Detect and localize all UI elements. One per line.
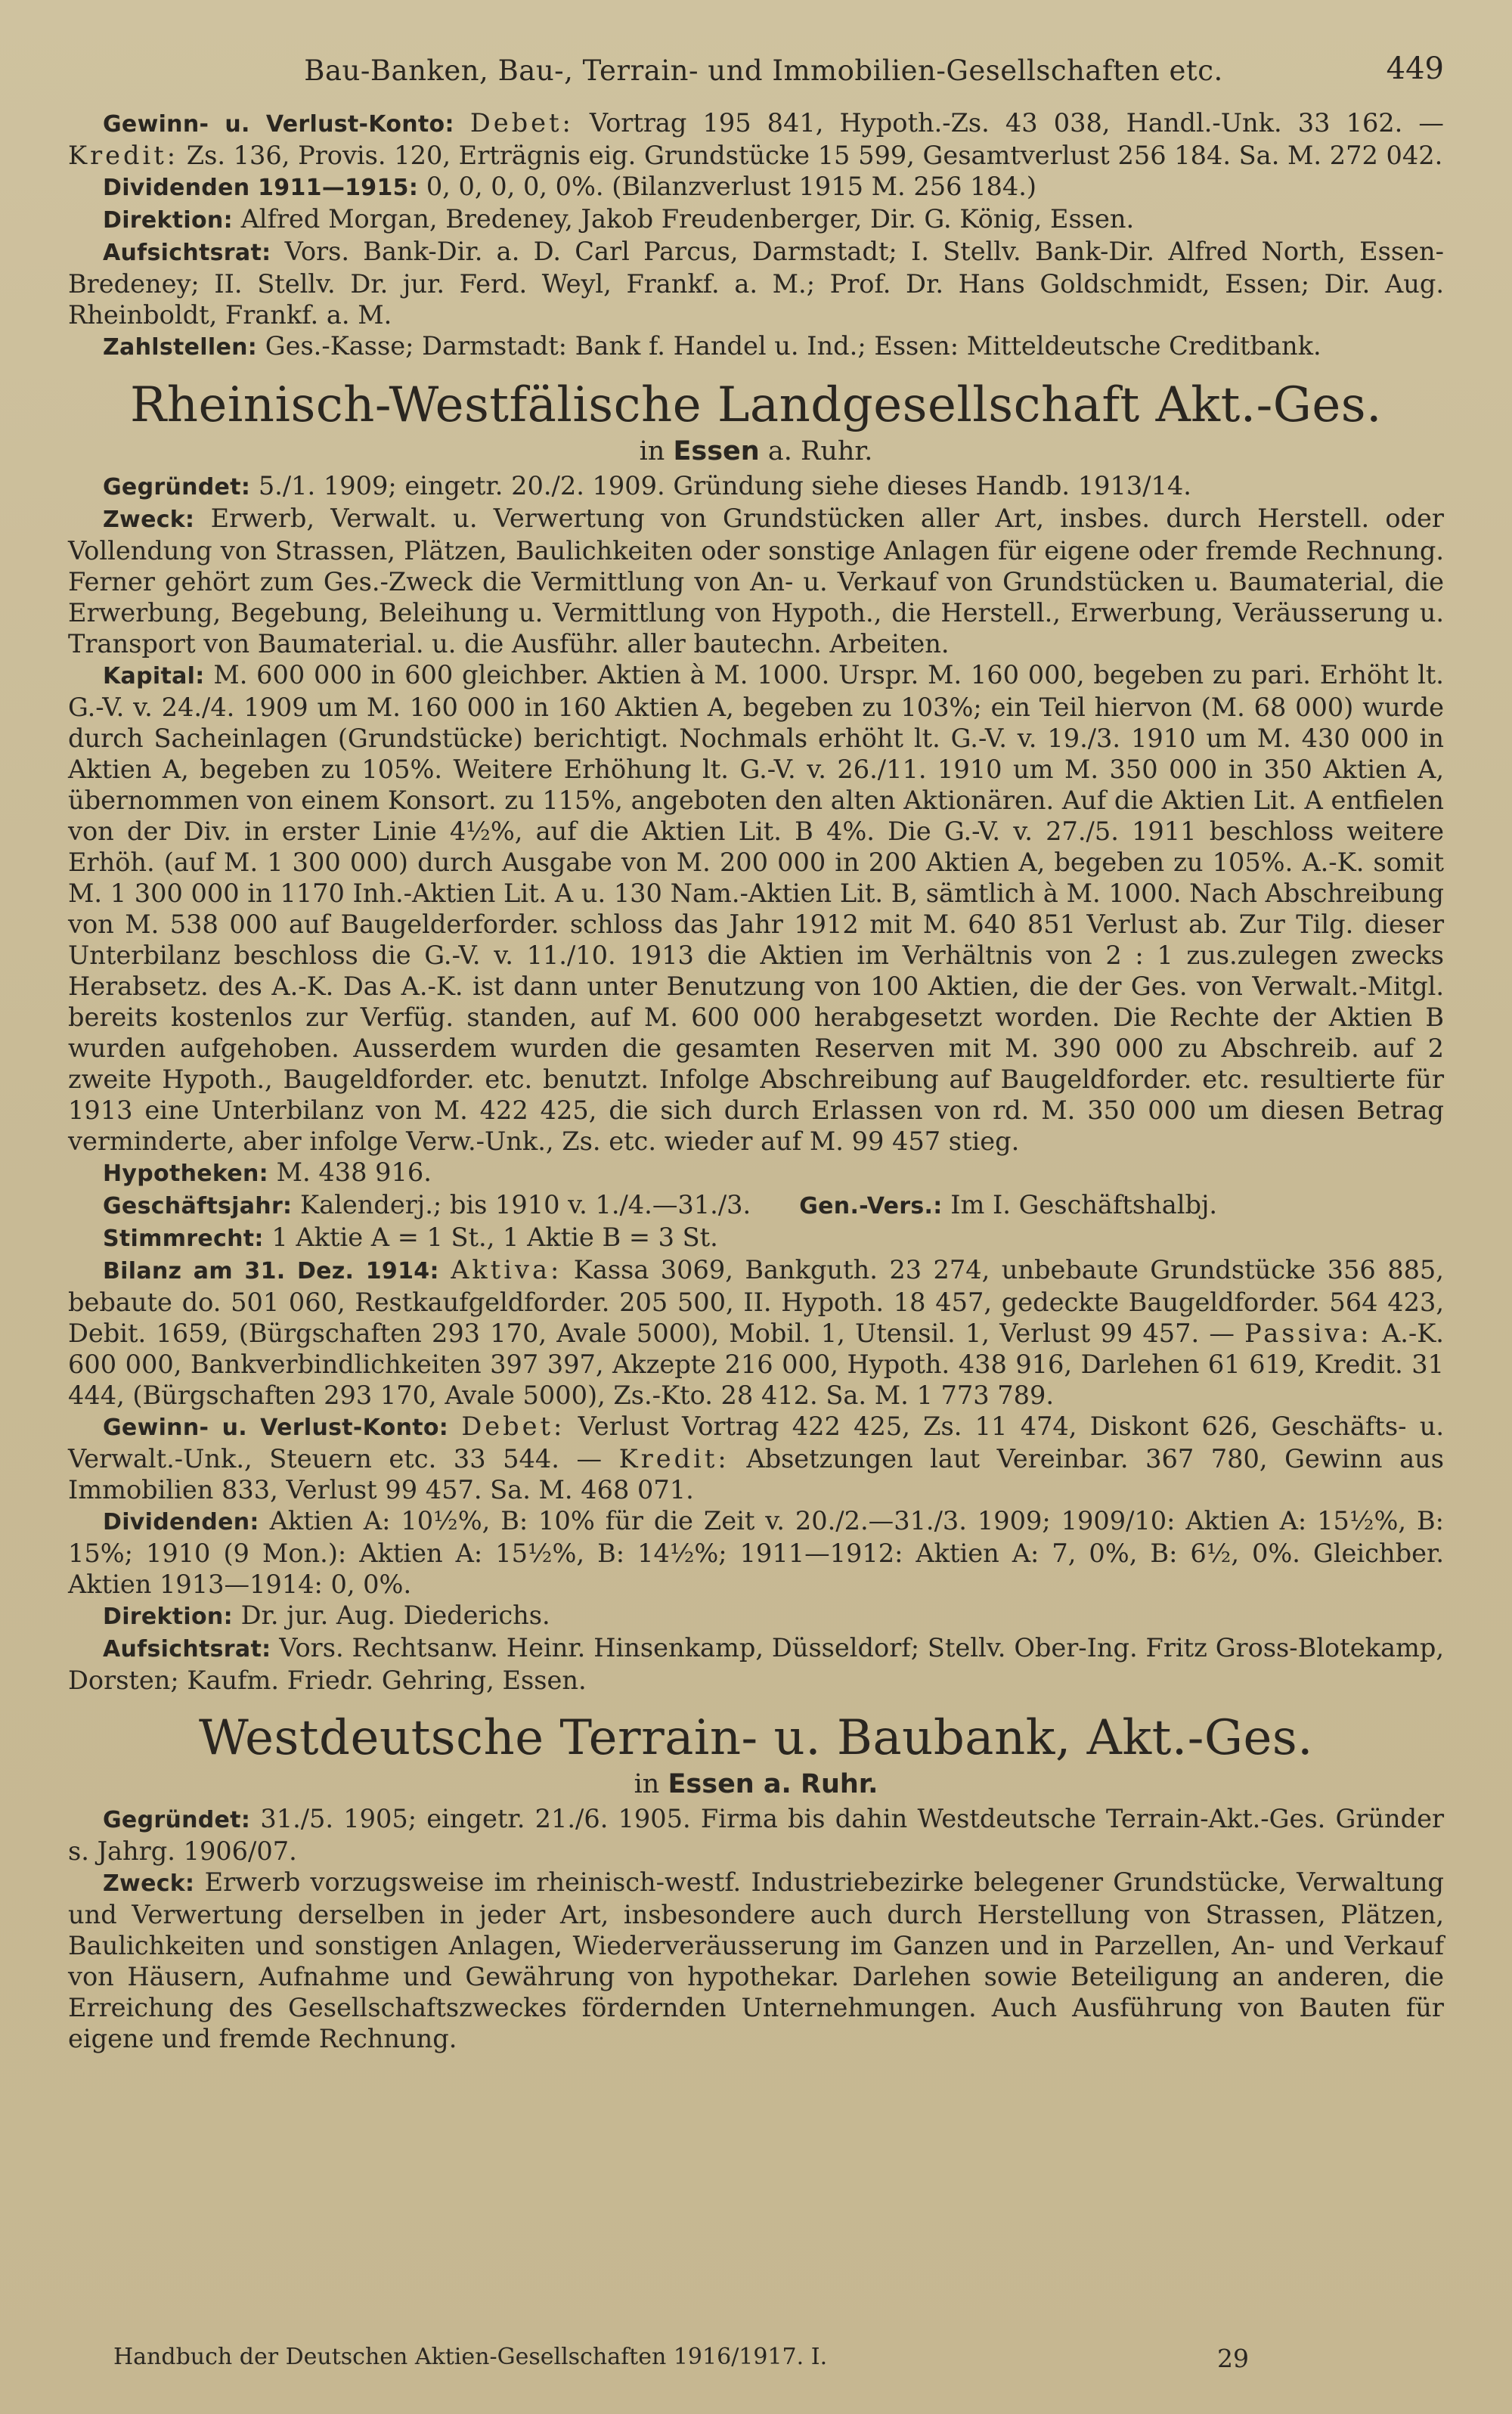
prev-supervisory-board: [68, 236, 1444, 330]
dividends: [68, 1505, 1444, 1600]
entry-label: Dividenden 1911—1915:: [103, 175, 419, 201]
entry-label: Dividenden:: [103, 1509, 259, 1535]
entry-text: M. 600 000 in 600 gleichber. Aktien à M. 1000. Urspr. M. 160 000, begeben zu pari. Erhöht lt. G.-V. v. 24./4. 1909 um M. 160 000 in 160 Aktien A, begeben zu 103%; ein Teil hiervon (M. 68 000) wurde durch Sacheinlagen (Grundstücke) berichtigt. Nochmals erhöht lt. G.-V. v. 19./3. 1910 um M. 430 000 in Aktien A, begeben zu 105%. Weitere Erhöhung lt. G.-V. v. 26./11. 1910 um M. 350 000 in 350 Aktien A, übernommen von einem Konsort. zu 115%, angeboten den alten Aktionären. Auf die Aktien Lit. A entfielen von der Div. in erster Linie 4½%, auf die Aktien Lit. B 4%. Die G.-V. v. 27./5. 1911 beschloss weitere Erhöh. (auf M. 1 300 000) durch Ausgabe von M. 200 000 in 200 Aktien A, begeben zu 105%. A.-K. somit M. 1 300 000 in 1170 Inh.-Aktien Lit. A u. 130 Nam.-Aktien Lit. B, sämtlich à M. 1000. Nach Abschreibung von M. 538 000 auf Baugelderforder. schloss das Jahr 1912 mit M. 640 851 Verlust ab. Zur Tilg. dieser Unterbilanz beschloss die G.-V. v. 11./10. 1913 die Aktien im Verhältnis von 2 : 1 zus.zulegen zwecks Herabsetz. des A.-K. Das A.-K. ist dann unter Benutzung von 100 Aktien, die der Ges. von Verwalt.-Mitgl. bereits kostenlos zur Verfüg. standen, auf M. 600 000 herabgesetzt worden. Die Rechte der Aktien B wurden aufgehoben. Ausserdem wurden die gesamten Reserven mit M. 390 000 zu Abschreib. auf 2 zweite Hypoth., Baugeldforder. etc. benutzt. Infolge Abschreibung auf Baugeldforder. etc. resultierte für 1913 eine Unterbilanz von M. 422 425, die sich durch Erlassen von rd. M. 350 000 um diesen Betrag verminderte, aber infolge Verw.-Unk., Zs. etc. wieder auf M. 99 457 stieg.: [68, 660, 1444, 1156]
company-city: [68, 1768, 1444, 1800]
footer-source: Handbuch der Deutschen Aktien-Gesellschaften 1916/1917. I.: [113, 2344, 828, 2370]
city-prefix: in: [639, 436, 665, 466]
debit-label: Debet:: [461, 1412, 565, 1441]
purpose: [68, 503, 1444, 659]
entry-text: 1 Aktie A = 1 St., 1 Aktie B = 3 St.: [271, 1222, 718, 1252]
entry-label: Direktion:: [103, 1604, 233, 1630]
entry-label: Geschäftsjahr:: [103, 1193, 293, 1219]
entry-text: Alfred Morgan, Bredeney, Jakob Freudenberger, Dir. G. König, Essen.: [240, 204, 1135, 234]
assets-label: Aktiva:: [451, 1255, 562, 1284]
entry-text: 5./1. 1909; eingetr. 20./2. 1909. Gründung siehe dieses Handb. 1913/14.: [258, 471, 1191, 500]
entry-text: Dr. jur. Aug. Diederichs.: [240, 1601, 550, 1630]
city-prefix: in: [634, 1769, 660, 1799]
entry-label: Stimmrecht:: [103, 1226, 264, 1252]
page-header: [83, 45, 1444, 98]
company-city: [68, 435, 1444, 467]
entry-label: Zweck:: [103, 507, 195, 533]
mortgages: [68, 1157, 1444, 1189]
supervisory-board: [68, 1632, 1444, 1696]
entry-text: Zs. 136, Provis. 120, Erträgnis eig. Grundstücke 15 599, Gesamtverlust 256 184. Sa. M. 272 042.: [186, 141, 1443, 170]
purpose: [68, 1867, 1444, 2054]
entry-text: Absetzungen laut Vereinbar. 367 780, Gewinn aus Immobilien 833, Verlust 99 457. Sa. M. 468 071.: [68, 1444, 1444, 1504]
entry-text: 31./5. 1905; eingetr. 21./6. 1905. Firma bis dahin Westdeutsche Terrain-Akt.-Ges. Gründer s. Jahrg. 1906/07.: [68, 1804, 1444, 1866]
company-title: Westdeutsche Terrain- u. Baubank, Akt.-Ges.: [199, 1710, 1313, 1766]
entry-text: Aktien A: 10½%, B: 10% für die Zeit v. 20./2.—31./3. 1909; 1909/10: Aktien A: 15½%, B: 15%; 1910 (9 Mon.): Aktien A: 15½%, B: 14½%; 1911—1912: Aktien A: 7, 0%, B: 6½, 0%. Gleichber. Aktien 1913—1914: 0, 0%.: [68, 1506, 1444, 1599]
entry-text: Erwerb vorzugsweise im rheinisch-westf. Industriebezirke belegener Grundstücke, Verwaltung und Verwertung derselben in jeder Art, insbesondere auch durch Herstellung von Strassen, Plätzen, Baulichkeiten und sonstigen Anlagen, Wiederveräusserung im Ganzen und in Parzellen, An- und Verkauf von Häusern, Aufnahme und Gewährung von hypothekar. Darlehen sowie Beteiligung an anderen, die Erreichung des Gesellschaftszweckes fördernden Unternehmungen. Auch Ausführung von Bauten für eigene und fremde Rechnung.: [68, 1867, 1444, 2053]
city-name: Essen a. Ruhr.: [668, 1769, 878, 1799]
prev-profit-loss-account: [68, 107, 1444, 171]
company-title: Rheinisch-Westfälische Landgesellschaft Akt.-Ges.: [130, 377, 1382, 433]
entry-text: Vortrag 195 841, Hypoth.-Zs. 43 038, Handl.-Unk. 33 162. —: [589, 108, 1445, 138]
prev-management: [68, 203, 1444, 236]
page-number: 449: [1386, 51, 1444, 86]
founded: [68, 470, 1444, 503]
entry-label: Gen.-Vers.:: [799, 1193, 943, 1219]
city-suffix: a. Ruhr.: [767, 436, 873, 466]
balance-sheet: [68, 1254, 1444, 1411]
entry-label: Gewinn- u. Verlust-Konto:: [103, 111, 454, 138]
printer-signature: 29: [1217, 2344, 1249, 2373]
management: [68, 1600, 1444, 1632]
entry-text: Kassa 3069, Bankguth. 23 274, unbebaute Grundstücke 356 885, bebaute do. 501 060, Restkaufgeldforder. 205 500, II. Hypoth. 18 457, gedeckte Baugeldforder. 564 423, Debit. 1659, (Bürgschaften 293 170, Avale 5000), Mobil. 1, Utensil. 1, Verlust 99 457. —: [68, 1255, 1444, 1348]
entry-text: Ges.-Kasse; Darmstadt: Bank f. Handel u. Ind.; Essen: Mitteldeutsche Creditbank.: [265, 331, 1321, 361]
entry-text: Vors. Rechtsanw. Heinr. Hinsenkamp, Düsseldorf; Stellv. Ober-Ing. Fritz Gross-Blotekamp, Dorsten; Kaufm. Friedr. Gehring, Essen.: [68, 1633, 1444, 1695]
entry-text: Kalenderj.; bis 1910 v. 1./4.—31./3.: [300, 1190, 751, 1219]
entry-label: Gewinn- u. Verlust-Konto:: [103, 1415, 449, 1441]
entry-text: Verlust Vortrag 422 425, Zs. 11 474, Diskont 626, Geschäfts- u. Verwalt.-Unk., Steuern etc. 33 544. —: [68, 1412, 1444, 1474]
profit-loss-account: [68, 1411, 1444, 1505]
entry-label: Bilanz am 31. Dez. 1914:: [103, 1258, 439, 1284]
credit-label: Kredit:: [68, 141, 179, 170]
credit-label: Kredit:: [618, 1444, 730, 1474]
entry-label: Kapital:: [103, 663, 205, 689]
entry-label: Gegründet:: [103, 474, 251, 500]
entry-text: 0, 0, 0, 0, 0%. (Bilanzverlust 1915 M. 256 184.): [426, 172, 1036, 201]
prev-dividends: [68, 171, 1444, 203]
entry-label: Gegründet:: [103, 1807, 251, 1833]
entry-label: Aufsichtsrat:: [103, 1636, 271, 1663]
prev-paying-agents: [68, 330, 1444, 363]
entry-text: M. 438 916.: [276, 1157, 432, 1187]
entry-label: Zweck:: [103, 1870, 195, 1897]
liabilities-label: Passiva:: [1244, 1319, 1372, 1348]
entry-label: Direktion:: [103, 207, 233, 234]
voting-rights: [68, 1222, 1444, 1254]
entry-label: Hypotheken:: [103, 1161, 268, 1187]
entry-text: Erwerb, Verwalt. u. Verwertung von Grundstücken aller Art, insbes. durch Herstell. oder Vollendung von Strassen, Plätzen, Baulichkeiten oder sonstige Anlagen für eigene oder fremde Rechnung. Ferner gehört zum Ges.-Zweck die Vermittlung von An- u. Verkauf von Grundstücken u. Baumaterial, die Erwerbung, Begebung, Beleihung u. Vermittlung von Hypoth., die Herstell., Erwerbung, Veräusserung u. Transport von Baumaterial. u. die Ausführ. aller bautechn. Arbeiten.: [68, 504, 1444, 659]
entry-text: Vors. Bank-Dir. a. D. Carl Parcus, Darmstadt; I. Stellv. Bank-Dir. Alfred North, Essen-Bredeney; II. Stellv. Dr. jur. Ferd. Weyl, Frankf. a. M.; Prof. Dr. Hans Goldschmidt, Essen; Dir. Aug. Rheinboldt, Frankf. a. M.: [68, 237, 1444, 330]
debit-label: Debet:: [469, 108, 574, 138]
running-title: Bau-Banken, Bau-, Terrain- und Immobilien-Gesellschaften etc.: [304, 54, 1223, 87]
entry-text: Im I. Geschäftshalbj.: [950, 1190, 1218, 1219]
entry-text: A.-K. 600 000, Bankverbindlichkeiten 397 397, Akzepte 216 000, Hypoth. 438 916, Darlehen 61 619, Kredit. 31 444, (Bürgschaften 293 170, Avale 5000), Zs.-Kto. 28 412. Sa. M. 1 773 789.: [68, 1319, 1444, 1410]
city-name: Essen: [673, 436, 760, 466]
body-text: [68, 107, 1444, 2054]
fiscal-year: [68, 1189, 1444, 1222]
entry-label: Zahlstellen:: [103, 334, 258, 361]
capital: [68, 659, 1444, 1157]
entry-label: Aufsichtsrat:: [103, 240, 271, 266]
founded: [68, 1803, 1444, 1867]
